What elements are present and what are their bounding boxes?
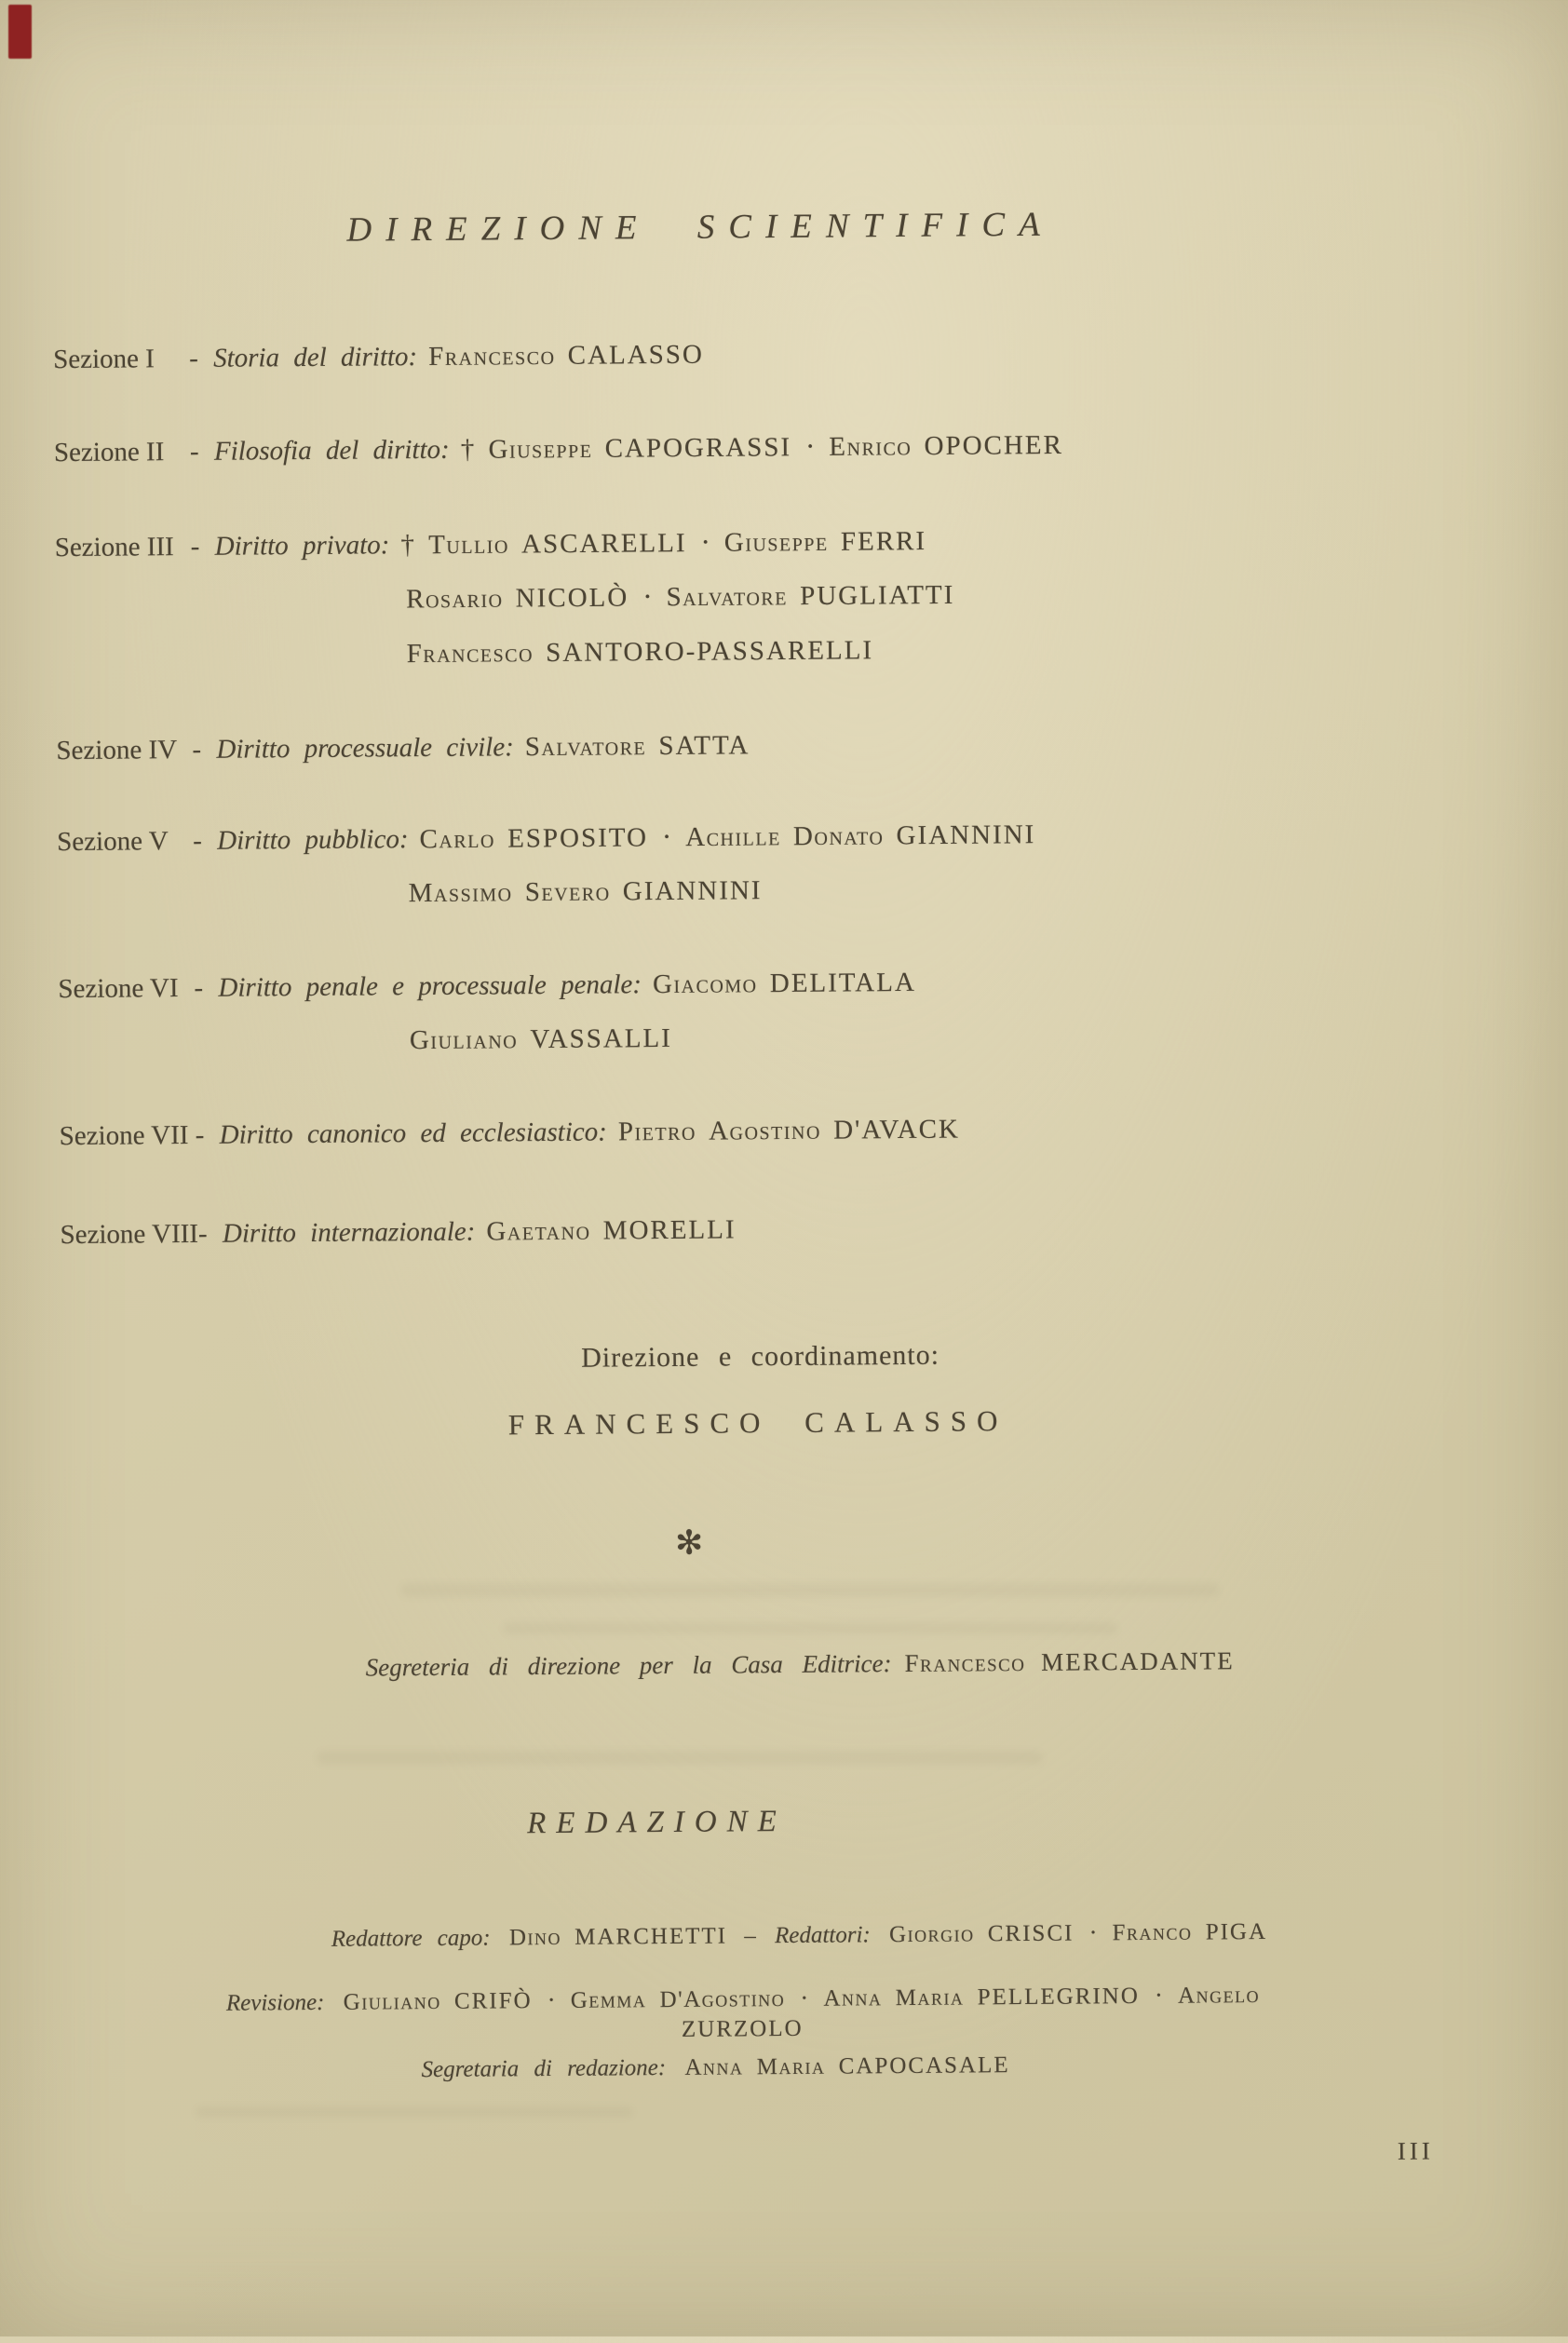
surname: OPOCHER — [924, 429, 1064, 462]
section-row — [57, 814, 1510, 934]
given-name: Agostino — [709, 1115, 821, 1146]
given-name: Francesco — [406, 637, 534, 669]
surname: ASCARELLI — [520, 528, 687, 560]
section-name-line — [215, 574, 1507, 617]
section-subject: Diritto pubblico: — [217, 824, 409, 857]
section-dash: - — [194, 972, 204, 1003]
section-name-line — [223, 1207, 1513, 1251]
surname: CAPOCASALE — [838, 2052, 1010, 2079]
dot-separator: · — [1089, 1922, 1097, 1943]
given-name: Massimo — [408, 877, 513, 909]
given-name: Anna — [684, 2054, 744, 2080]
section-label: Sezione VII — [59, 1120, 189, 1152]
section-name-line — [215, 520, 1507, 563]
surname: PELLEGRINO — [977, 1984, 1140, 2011]
secretariat-line — [241, 1646, 1358, 1683]
section-label: Sezione IV — [56, 735, 178, 766]
surname: CRISCI — [987, 1920, 1075, 1947]
section-dash: - — [197, 1218, 208, 1249]
surname: ZURZOLO — [681, 2015, 804, 2042]
surname: MARCHETTI — [574, 1923, 728, 1950]
given-name: Giorgio — [888, 1921, 975, 1948]
redazione-line — [239, 1916, 1357, 1955]
redazione-role-label: Redattori: — [774, 1922, 871, 1949]
section-dash: - — [189, 436, 199, 467]
section-subject: Diritto internazionale: — [222, 1216, 476, 1249]
surname: ESPOSITO — [507, 822, 649, 854]
surname: CRIFÒ — [453, 1988, 533, 2014]
section-dash: - — [190, 531, 200, 562]
section-content — [215, 520, 1508, 693]
redazione-line — [183, 1980, 1301, 2049]
surname: MERCADANTE — [1041, 1646, 1235, 1676]
section-dash: - — [195, 1119, 205, 1150]
given-name: Gaetano — [486, 1215, 591, 1247]
dot-separator: · — [663, 824, 671, 850]
given-name: Francesco — [904, 1647, 1026, 1677]
given-name: Maria — [895, 1984, 965, 2011]
section-content — [214, 425, 1507, 489]
given-name: Maria — [756, 2053, 826, 2080]
redazione-role-label: Segretaria di redazione: — [421, 2055, 667, 2083]
surname: FERRI — [840, 526, 927, 557]
section-subject: Storia del diritto: — [213, 342, 418, 373]
section-dash: - — [193, 825, 203, 856]
redazione-heading: REDAZIONE — [527, 1804, 787, 1841]
secretariat-names — [904, 1646, 1234, 1677]
secretariat-label: Segreteria di direzione per la Casa Editrice: — [365, 1649, 892, 1682]
surname: CAPOGRASSI — [604, 432, 792, 464]
surname: D'AVACK — [832, 1114, 961, 1145]
section-content — [213, 332, 1506, 396]
section-row — [53, 332, 1506, 397]
section-subject: Filosofia del diritto: — [213, 435, 450, 467]
section-label: Sezione V — [57, 826, 169, 858]
section-subject: Diritto penale e processuale penale: — [218, 969, 642, 1003]
redazione-line — [155, 2049, 1273, 2087]
page-title: DIREZIONE SCIENTIFICA — [346, 205, 1054, 250]
dagger-mark: † — [400, 530, 414, 561]
section-content — [220, 1108, 1512, 1172]
dot-separator: · — [547, 1989, 555, 2011]
given-name: Giacomo — [652, 968, 758, 1000]
section-row — [60, 1207, 1512, 1272]
section-content — [217, 814, 1510, 932]
given-name: Dino — [508, 1924, 562, 1951]
section-row — [60, 1108, 1512, 1173]
given-name: Giuliano — [343, 1988, 441, 2015]
surname: GIANNINI — [622, 875, 763, 907]
asterisk-divider: ✻ — [674, 1524, 704, 1563]
section-name-line — [217, 814, 1509, 858]
surname: DELITALA — [769, 967, 916, 999]
section-dash: - — [189, 343, 198, 373]
section-name-line — [218, 961, 1510, 1005]
given-name: Giuseppe — [488, 433, 593, 465]
dot-separator: · — [806, 434, 815, 459]
given-name: Salvatore — [666, 581, 789, 613]
section-name-line — [218, 868, 1510, 912]
section-content — [223, 1207, 1513, 1271]
section-label: Sezione III — [54, 532, 174, 563]
section-name-line — [213, 332, 1506, 375]
surname: SANTORO-PASSARELLI — [546, 634, 874, 668]
section-row — [58, 961, 1511, 1080]
given-name: Carlo — [419, 823, 495, 855]
section-name-line — [220, 1108, 1512, 1152]
given-name: Giuliano — [409, 1024, 519, 1056]
page-number: III — [1397, 2136, 1434, 2165]
section-name-line — [216, 723, 1508, 766]
dot-separator: · — [701, 530, 710, 555]
redazione-role-label: Redattore capo: — [331, 1925, 491, 1952]
coordination-name: FRANCESCO CALASSO — [507, 1404, 1008, 1442]
surname: MORELLI — [602, 1214, 737, 1246]
section-name-line — [219, 1015, 1511, 1059]
surname: VASSALLI — [530, 1023, 672, 1055]
given-name: Gemma — [570, 1987, 647, 2013]
surname: GIANNINI — [896, 819, 1036, 851]
section-name-line — [216, 629, 1508, 672]
redazione-role-label: Revisione: — [225, 1989, 325, 2016]
section-label: Sezione I — [53, 344, 155, 375]
surname: NICOLÒ — [515, 582, 629, 614]
section-name-line — [214, 425, 1507, 468]
dot-separator: · — [643, 585, 652, 610]
surname: SATTA — [658, 730, 750, 762]
section-subject: Diritto canonico ed ecclesiastico: — [219, 1117, 608, 1150]
given-name: Angelo — [1177, 1983, 1261, 2009]
surname: CALASSO — [567, 339, 704, 371]
section-row — [54, 425, 1507, 491]
dagger-mark: † — [460, 434, 475, 466]
given-name: Achille — [685, 821, 781, 853]
given-name: Giuseppe — [723, 526, 829, 558]
surname: PIGA — [1205, 1918, 1268, 1945]
given-name: Pietro — [617, 1116, 697, 1147]
dot-separator: · — [1155, 1984, 1162, 2006]
given-name: Severo — [524, 876, 611, 908]
dash-separator: – — [744, 1923, 756, 1949]
section-row — [55, 520, 1508, 694]
section-label: Sezione II — [53, 437, 165, 468]
section-content — [218, 961, 1511, 1079]
section-subject: Diritto privato: — [214, 530, 390, 562]
given-name: Rosario — [406, 583, 504, 615]
given-name: Salvatore — [524, 731, 647, 763]
section-label: Sezione VI — [58, 973, 179, 1005]
section-row — [56, 723, 1508, 788]
given-name: Enrico — [829, 431, 912, 462]
surname: PUGLIATTI — [800, 580, 955, 612]
given-name: Anna — [823, 1985, 883, 2011]
given-name: Donato — [792, 820, 885, 852]
given-name: Tullio — [427, 529, 509, 561]
section-subject: Diritto processuale civile: — [216, 732, 514, 765]
section-dash: - — [192, 734, 202, 765]
section-content — [216, 723, 1508, 787]
given-name: Franco — [1112, 1919, 1193, 1946]
given-name: D'Agostino — [659, 1986, 786, 2013]
section-label: Sezione VIII — [60, 1218, 199, 1251]
dot-separator: · — [801, 1987, 808, 2009]
given-name: Francesco — [428, 340, 556, 372]
coordination-heading: Direzione e coordinamento: — [581, 1339, 940, 1374]
